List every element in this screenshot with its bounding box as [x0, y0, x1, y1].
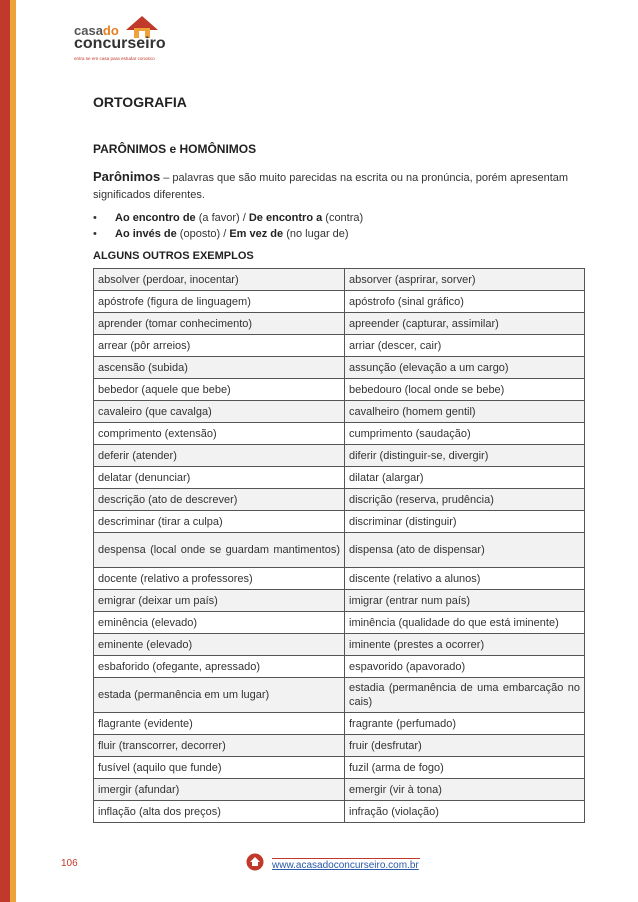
- left-orange-band: [10, 0, 16, 902]
- table-cell-word: despensa (local onde se guardam mantimentos): [94, 533, 345, 568]
- table-cell-paronym: discriminar (distinguir): [345, 511, 585, 533]
- logo-concurseiro: concurseiro: [74, 35, 166, 52]
- table-row: [94, 379, 585, 401]
- table-cell-word: absolver (perdoar, inocentar): [94, 269, 345, 291]
- table-cell-paronym: imigrar (entrar num país): [345, 590, 585, 612]
- table-cell-word: descrição (ato de descrever): [94, 489, 345, 511]
- table-cell-paronym: apreender (capturar, assimilar): [345, 313, 585, 335]
- table-cell-paronym: infração (violação): [345, 801, 585, 823]
- section-title: ORTOGRAFIA: [93, 94, 187, 110]
- table-row: [94, 533, 585, 568]
- table-cell-word: docente (relativo a professores): [94, 568, 345, 590]
- section-subtitle: PARÔNIMOS e HOMÔNIMOS: [93, 142, 257, 156]
- table-row: [94, 713, 585, 735]
- table-cell-word: bebedor (aquele que bebe): [94, 379, 345, 401]
- house-badge-icon: [246, 853, 264, 871]
- table-cell-word: esbaforido (ofegante, apressado): [94, 656, 345, 678]
- table-row: [94, 445, 585, 467]
- table-cell-paronym: cavalheiro (homem gentil): [345, 401, 585, 423]
- table-cell-paronym: iminente (prestes a ocorrer): [345, 634, 585, 656]
- table-cell-paronym: fragrante (perfumado): [345, 713, 585, 735]
- table-row: [94, 678, 585, 713]
- table-row: [94, 313, 585, 335]
- table-cell-word: ascensão (subida): [94, 357, 345, 379]
- table-row: [94, 357, 585, 379]
- table-row: [94, 335, 585, 357]
- table-row: [94, 568, 585, 590]
- table-cell-paronym: discrição (reserva, prudência): [345, 489, 585, 511]
- table-cell-paronym: fruir (desfrutar): [345, 735, 585, 757]
- table-cell-word: eminente (elevado): [94, 634, 345, 656]
- bullet-list: [93, 210, 583, 242]
- table-cell-paronym: assunção (elevação a um cargo): [345, 357, 585, 379]
- intro-term: Parônimos: [93, 169, 161, 184]
- table-row: [94, 489, 585, 511]
- table-cell-paronym: emergir (vir à tona): [345, 779, 585, 801]
- table-row: [94, 511, 585, 533]
- brand-logo: [74, 14, 184, 62]
- table-row: [94, 757, 585, 779]
- logo-tagline: entra se em casa para estudar conosco: [74, 56, 155, 61]
- paronyms-table: [93, 268, 585, 823]
- table-cell-paronym: espavorido (apavorado): [345, 656, 585, 678]
- table-cell-word: eminência (elevado): [94, 612, 345, 634]
- table-row: [94, 612, 585, 634]
- table-row: [94, 779, 585, 801]
- table-cell-paronym: discente (relativo a alunos): [345, 568, 585, 590]
- table-row: [94, 735, 585, 757]
- bullet-item: • Ao invés de (oposto) / Em vez de (no lugar de): [93, 228, 349, 240]
- footer-divider: [272, 858, 420, 859]
- intro-text: – palavras que são muito parecidas na escrita ou na pronúncia, porém apresentam significados diferentes.: [93, 172, 569, 201]
- table-cell-word: descriminar (tirar a culpa): [94, 511, 345, 533]
- left-red-band: [0, 0, 10, 902]
- table-cell-word: flagrante (evidente): [94, 713, 345, 735]
- table-cell-word: inflação (alta dos preços): [94, 801, 345, 823]
- table-cell-paronym: dilatar (alargar): [345, 467, 585, 489]
- table-cell-word: fluir (transcorrer, decorrer): [94, 735, 345, 757]
- bullet-item: • Ao encontro de (a favor) / De encontro a (contra): [93, 212, 364, 224]
- intro-paragraph: [93, 168, 583, 204]
- table-cell-word: delatar (denunciar): [94, 467, 345, 489]
- table-row: [94, 590, 585, 612]
- table-row: [94, 269, 585, 291]
- table-cell-paronym: bebedouro (local onde se bebe): [345, 379, 585, 401]
- table-cell-word: apóstrofe (figura de linguagem): [94, 291, 345, 313]
- table-cell-word: estada (permanência em um lugar): [94, 678, 345, 713]
- table-cell-word: aprender (tomar conhecimento): [94, 313, 345, 335]
- table-cell-paronym: dispensa (ato de dispensar): [345, 533, 585, 568]
- table-cell-paronym: diferir (distinguir-se, divergir): [345, 445, 585, 467]
- table-row: [94, 467, 585, 489]
- table-row: [94, 656, 585, 678]
- table-cell-paronym: iminência (qualidade do que está iminente): [345, 612, 585, 634]
- table-cell-paronym: absorver (asprirar, sorver): [345, 269, 585, 291]
- table-cell-paronym: apóstrofo (sinal gráfico): [345, 291, 585, 313]
- table-cell-word: fusível (aquilo que funde): [94, 757, 345, 779]
- table-cell-paronym: cumprimento (saudação): [345, 423, 585, 445]
- logo-casa: casado: [74, 23, 119, 38]
- table-row: [94, 291, 585, 313]
- table-cell-paronym: estadia (permanência de uma embarcação no cais): [345, 678, 585, 713]
- table-cell-paronym: arriar (descer, cair): [345, 335, 585, 357]
- table-cell-paronym: fuzil (arma de fogo): [345, 757, 585, 779]
- table-cell-word: arrear (pôr arreios): [94, 335, 345, 357]
- table-row: [94, 634, 585, 656]
- examples-heading: ALGUNS OUTROS EXEMPLOS: [93, 250, 254, 262]
- table-cell-word: comprimento (extensão): [94, 423, 345, 445]
- page-number: 106: [61, 858, 78, 869]
- table-row: [94, 423, 585, 445]
- footer-url-link[interactable]: www.acasadoconcurseiro.com.br: [272, 860, 419, 871]
- table-row: [94, 401, 585, 423]
- table-cell-word: emigrar (deixar um país): [94, 590, 345, 612]
- table-row: [94, 801, 585, 823]
- table-cell-word: deferir (atender): [94, 445, 345, 467]
- table-cell-word: imergir (afundar): [94, 779, 345, 801]
- table-cell-word: cavaleiro (que cavalga): [94, 401, 345, 423]
